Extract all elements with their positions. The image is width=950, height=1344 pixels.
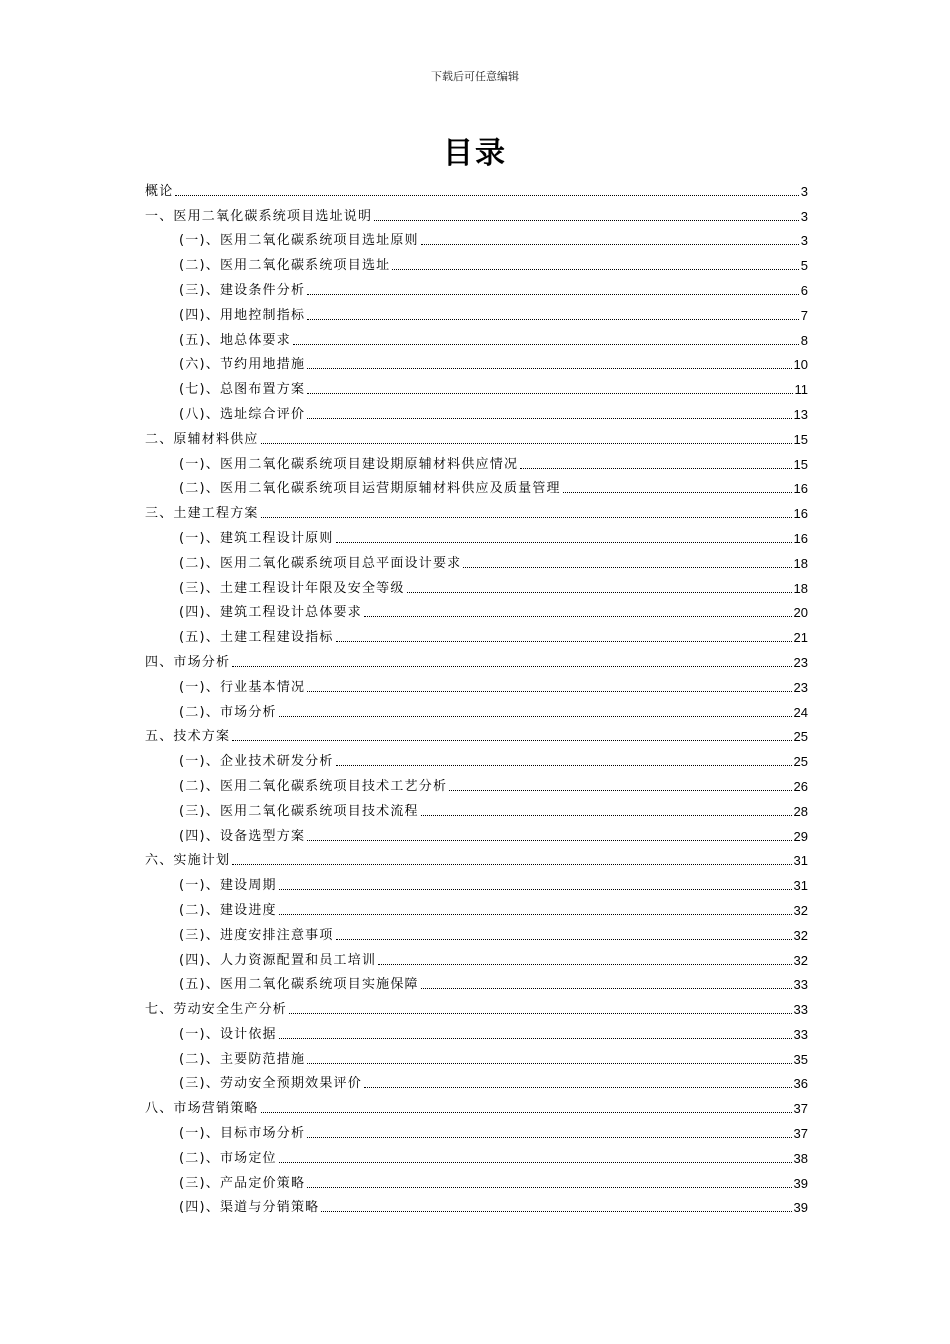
toc-entry-label: (四)、设备选型方案 xyxy=(179,828,306,844)
toc-entry-label: (二)、市场分析 xyxy=(179,704,277,720)
toc-entry-page-number: 33 xyxy=(793,1026,808,1042)
toc-entry[interactable] xyxy=(145,373,808,398)
toc-entry-page-number: 32 xyxy=(793,927,808,943)
toc-entry-page-number: 23 xyxy=(793,654,808,670)
toc-dot-leader xyxy=(307,691,791,692)
toc-dot-leader xyxy=(293,344,799,345)
toc-entry[interactable] xyxy=(145,820,808,845)
toc-entry-label: (二)、建设进度 xyxy=(179,902,277,918)
toc-entry-page-number: 31 xyxy=(793,878,808,894)
toc-entry[interactable] xyxy=(145,1117,808,1142)
toc-entry-label: 七、劳动安全生产分析 xyxy=(145,1002,288,1018)
toc-entry[interactable] xyxy=(145,522,808,547)
toc-entry[interactable] xyxy=(145,299,808,324)
toc-entry[interactable] xyxy=(145,249,808,274)
toc-dot-leader xyxy=(563,492,792,493)
toc-entry-page-number: 32 xyxy=(793,902,808,918)
toc-dot-leader xyxy=(232,864,791,865)
toc-entry-page-number: 13 xyxy=(793,406,808,422)
toc-entry[interactable] xyxy=(145,869,808,894)
toc-entry[interactable] xyxy=(145,1142,808,1167)
toc-entry-label: 六、实施计划 xyxy=(145,853,231,869)
toc-entry-label: (二)、医用二氧化碳系统项目总平面设计要求 xyxy=(179,555,462,571)
toc-entry-page-number: 3 xyxy=(800,183,808,199)
toc-entry-page-number: 18 xyxy=(793,555,808,571)
toc-entry[interactable] xyxy=(145,1043,808,1068)
toc-entry-label: (六)、节约用地措施 xyxy=(179,357,306,373)
toc-entry-page-number: 29 xyxy=(793,828,808,844)
toc-entry-page-number: 10 xyxy=(793,357,808,373)
toc-dot-leader xyxy=(232,666,791,667)
toc-entry-label: (四)、人力资源配置和员工培训 xyxy=(179,952,377,968)
toc-entry-page-number: 33 xyxy=(793,977,808,993)
toc-entry-page-number: 16 xyxy=(793,481,808,497)
toc-entry-label: (一)、建筑工程设计原则 xyxy=(179,530,334,546)
header-note: 下载后可任意编辑 xyxy=(431,70,519,83)
toc-entry[interactable] xyxy=(145,696,808,721)
toc-entry-label: (一)、行业基本情况 xyxy=(179,679,306,695)
toc-entry[interactable] xyxy=(145,646,808,671)
toc-entry-label: (八)、选址综合评价 xyxy=(179,406,306,422)
toc-entry-page-number: 18 xyxy=(793,580,808,596)
toc-entry-page-number: 16 xyxy=(793,506,808,522)
toc-entry[interactable] xyxy=(145,349,808,374)
toc-dot-leader xyxy=(449,790,791,791)
toc-dot-leader xyxy=(374,220,799,221)
toc-entry-page-number: 36 xyxy=(793,1076,808,1092)
toc-dot-leader xyxy=(307,368,791,369)
toc-entry-label: 一、医用二氧化碳系统项目选址说明 xyxy=(145,208,373,224)
toc-entry-page-number: 38 xyxy=(793,1150,808,1166)
toc-dot-leader xyxy=(336,765,792,766)
toc-entry[interactable] xyxy=(145,200,808,225)
toc-entry-label: (一)、医用二氧化碳系统项目建设期原辅材料供应情况 xyxy=(179,456,519,472)
toc-entry-label: (一)、医用二氧化碳系统项目选址原则 xyxy=(179,233,419,249)
toc-dot-leader xyxy=(232,740,791,741)
toc-entry[interactable] xyxy=(145,745,808,770)
toc-entry-label: (四)、建筑工程设计总体要求 xyxy=(179,605,362,621)
toc-dot-leader xyxy=(421,244,799,245)
toc-entry-page-number: 23 xyxy=(793,679,808,695)
toc-entry-label: (五)、土建工程建设指标 xyxy=(179,630,334,646)
toc-dot-leader xyxy=(307,840,791,841)
toc-dot-leader xyxy=(336,939,792,940)
toc-entry-label: (四)、用地控制指标 xyxy=(179,307,306,323)
toc-entry-label: (二)、主要防范措施 xyxy=(179,1051,306,1067)
toc-entry[interactable] xyxy=(145,225,808,250)
toc-entry-label: (三)、建设条件分析 xyxy=(179,282,306,298)
toc-entry[interactable] xyxy=(145,919,808,944)
toc-entry-label: (三)、医用二氧化碳系统项目技术流程 xyxy=(179,803,419,819)
toc-entry-page-number: 39 xyxy=(793,1175,808,1191)
toc-dot-leader xyxy=(520,468,791,469)
toc-dot-leader xyxy=(421,988,792,989)
toc-entry-page-number: 11 xyxy=(794,382,808,398)
toc-entry-label: (三)、土建工程设计年限及安全等级 xyxy=(179,580,405,596)
toc-entry-page-number: 21 xyxy=(793,630,808,646)
toc-entry-page-number: 26 xyxy=(793,778,808,794)
toc-dot-leader xyxy=(279,889,792,890)
toc-entry-page-number: 6 xyxy=(800,282,808,298)
toc-entry-label: (三)、进度安排注意事项 xyxy=(179,927,334,943)
toc-entry-page-number: 37 xyxy=(793,1101,808,1117)
toc-entry-label: (一)、设计依据 xyxy=(179,1026,277,1042)
toc-dot-leader xyxy=(307,418,791,419)
toc-dot-leader xyxy=(392,269,798,270)
toc-entry[interactable] xyxy=(145,1018,808,1043)
toc-entry[interactable] xyxy=(145,845,808,870)
toc-entry-page-number: 31 xyxy=(793,853,808,869)
toc-entry-page-number: 33 xyxy=(793,1002,808,1018)
toc-entry-label: (二)、医用二氧化碳系统项目运营期原辅材料供应及质量管理 xyxy=(179,481,561,497)
toc-dot-leader xyxy=(279,1038,792,1039)
toc-entry[interactable] xyxy=(145,770,808,795)
toc-dot-leader xyxy=(307,1187,791,1188)
toc-entry-page-number: 25 xyxy=(793,754,808,770)
toc-dot-leader xyxy=(407,592,792,593)
toc-entry-label: (二)、医用二氧化碳系统项目技术工艺分析 xyxy=(179,778,448,794)
toc-dot-leader xyxy=(336,641,792,642)
toc-dot-leader xyxy=(307,319,799,320)
toc-dot-leader xyxy=(321,1211,791,1212)
toc-entry-page-number: 16 xyxy=(793,530,808,546)
toc-dot-leader xyxy=(378,964,791,965)
toc-entry-page-number: 25 xyxy=(793,729,808,745)
toc-entry-label: (五)、医用二氧化碳系统项目实施保障 xyxy=(179,977,419,993)
toc-dot-leader xyxy=(421,815,792,816)
toc-entry-label: (一)、企业技术研发分析 xyxy=(179,754,334,770)
toc-dot-leader xyxy=(261,443,792,444)
toc-dot-leader xyxy=(279,914,792,915)
toc-dot-leader xyxy=(289,1013,792,1014)
toc-entry-page-number: 8 xyxy=(800,332,808,348)
toc-entry[interactable] xyxy=(145,1092,808,1117)
toc-entry[interactable] xyxy=(145,1068,808,1093)
toc-entry[interactable] xyxy=(145,944,808,969)
toc-entry[interactable] xyxy=(145,398,808,423)
toc-entry[interactable] xyxy=(145,993,808,1018)
toc-entry[interactable] xyxy=(145,572,808,597)
toc-dot-leader xyxy=(307,294,799,295)
toc-entry-page-number: 5 xyxy=(800,258,808,274)
toc-entry[interactable] xyxy=(145,894,808,919)
toc-entry[interactable] xyxy=(145,671,808,696)
toc-entry[interactable] xyxy=(145,969,808,994)
toc-entry[interactable] xyxy=(145,497,808,522)
toc-entry-page-number: 24 xyxy=(793,704,808,720)
toc-entry[interactable] xyxy=(145,274,808,299)
toc-entry-label: 概论 xyxy=(145,183,174,199)
toc-entry-label: 五、技术方案 xyxy=(145,729,231,745)
toc-entry[interactable] xyxy=(145,423,808,448)
toc-entry-label: (三)、劳动安全预期效果评价 xyxy=(179,1076,362,1092)
toc-entry-page-number: 37 xyxy=(793,1126,808,1142)
toc-entry-label: (七)、总图布置方案 xyxy=(179,382,306,398)
toc-entry-label: (三)、产品定价策略 xyxy=(179,1175,306,1191)
toc-entry-page-number: 15 xyxy=(793,456,808,472)
toc-dot-leader xyxy=(279,716,792,717)
toc-entry-page-number: 3 xyxy=(800,233,808,249)
toc-entry-page-number: 7 xyxy=(800,307,808,323)
toc-dot-leader xyxy=(175,195,798,196)
toc-entry-page-number: 15 xyxy=(793,431,808,447)
toc-entry[interactable] xyxy=(145,1167,808,1192)
toc-entry-page-number: 32 xyxy=(793,952,808,968)
toc-entry-page-number: 20 xyxy=(793,605,808,621)
toc-entry-page-number: 3 xyxy=(800,208,808,224)
toc-entry-label: 三、土建工程方案 xyxy=(145,506,259,522)
toc-entry-label: (二)、医用二氧化碳系统项目选址 xyxy=(179,258,391,274)
toc-dot-leader xyxy=(279,1162,792,1163)
toc-entry-page-number: 28 xyxy=(793,803,808,819)
toc-dot-leader xyxy=(261,517,792,518)
toc-dot-leader xyxy=(336,542,792,543)
toc-entry-label: (四)、渠道与分销策略 xyxy=(179,1200,320,1216)
toc-entry-page-number: 39 xyxy=(793,1200,808,1216)
toc-dot-leader xyxy=(364,1087,792,1088)
page-title: 目录 xyxy=(443,136,507,171)
table-of-contents xyxy=(145,175,808,1216)
toc-dot-leader xyxy=(261,1112,792,1113)
toc-entry[interactable] xyxy=(145,795,808,820)
toc-dot-leader xyxy=(463,567,791,568)
toc-entry[interactable] xyxy=(145,597,808,622)
toc-entry[interactable] xyxy=(145,547,808,572)
toc-entry[interactable] xyxy=(145,473,808,498)
toc-entry[interactable] xyxy=(145,324,808,349)
toc-entry-label: (五)、地总体要求 xyxy=(179,332,291,348)
toc-dot-leader xyxy=(307,393,792,394)
toc-dot-leader xyxy=(307,1137,791,1138)
toc-entry-label: 四、市场分析 xyxy=(145,654,231,670)
toc-entry[interactable] xyxy=(145,721,808,746)
toc-entry[interactable] xyxy=(145,175,808,200)
toc-entry-label: (一)、建设周期 xyxy=(179,878,277,894)
toc-entry-label: (二)、市场定位 xyxy=(179,1150,277,1166)
toc-entry[interactable] xyxy=(145,621,808,646)
toc-entry-label: (一)、目标市场分析 xyxy=(179,1126,306,1142)
toc-entry[interactable] xyxy=(145,1192,808,1217)
toc-entry-label: 二、原辅材料供应 xyxy=(145,431,259,447)
toc-dot-leader xyxy=(364,616,792,617)
toc-entry-label: 八、市场营销策略 xyxy=(145,1101,259,1117)
toc-dot-leader xyxy=(307,1063,791,1064)
toc-entry-page-number: 35 xyxy=(793,1051,808,1067)
toc-entry[interactable] xyxy=(145,448,808,473)
